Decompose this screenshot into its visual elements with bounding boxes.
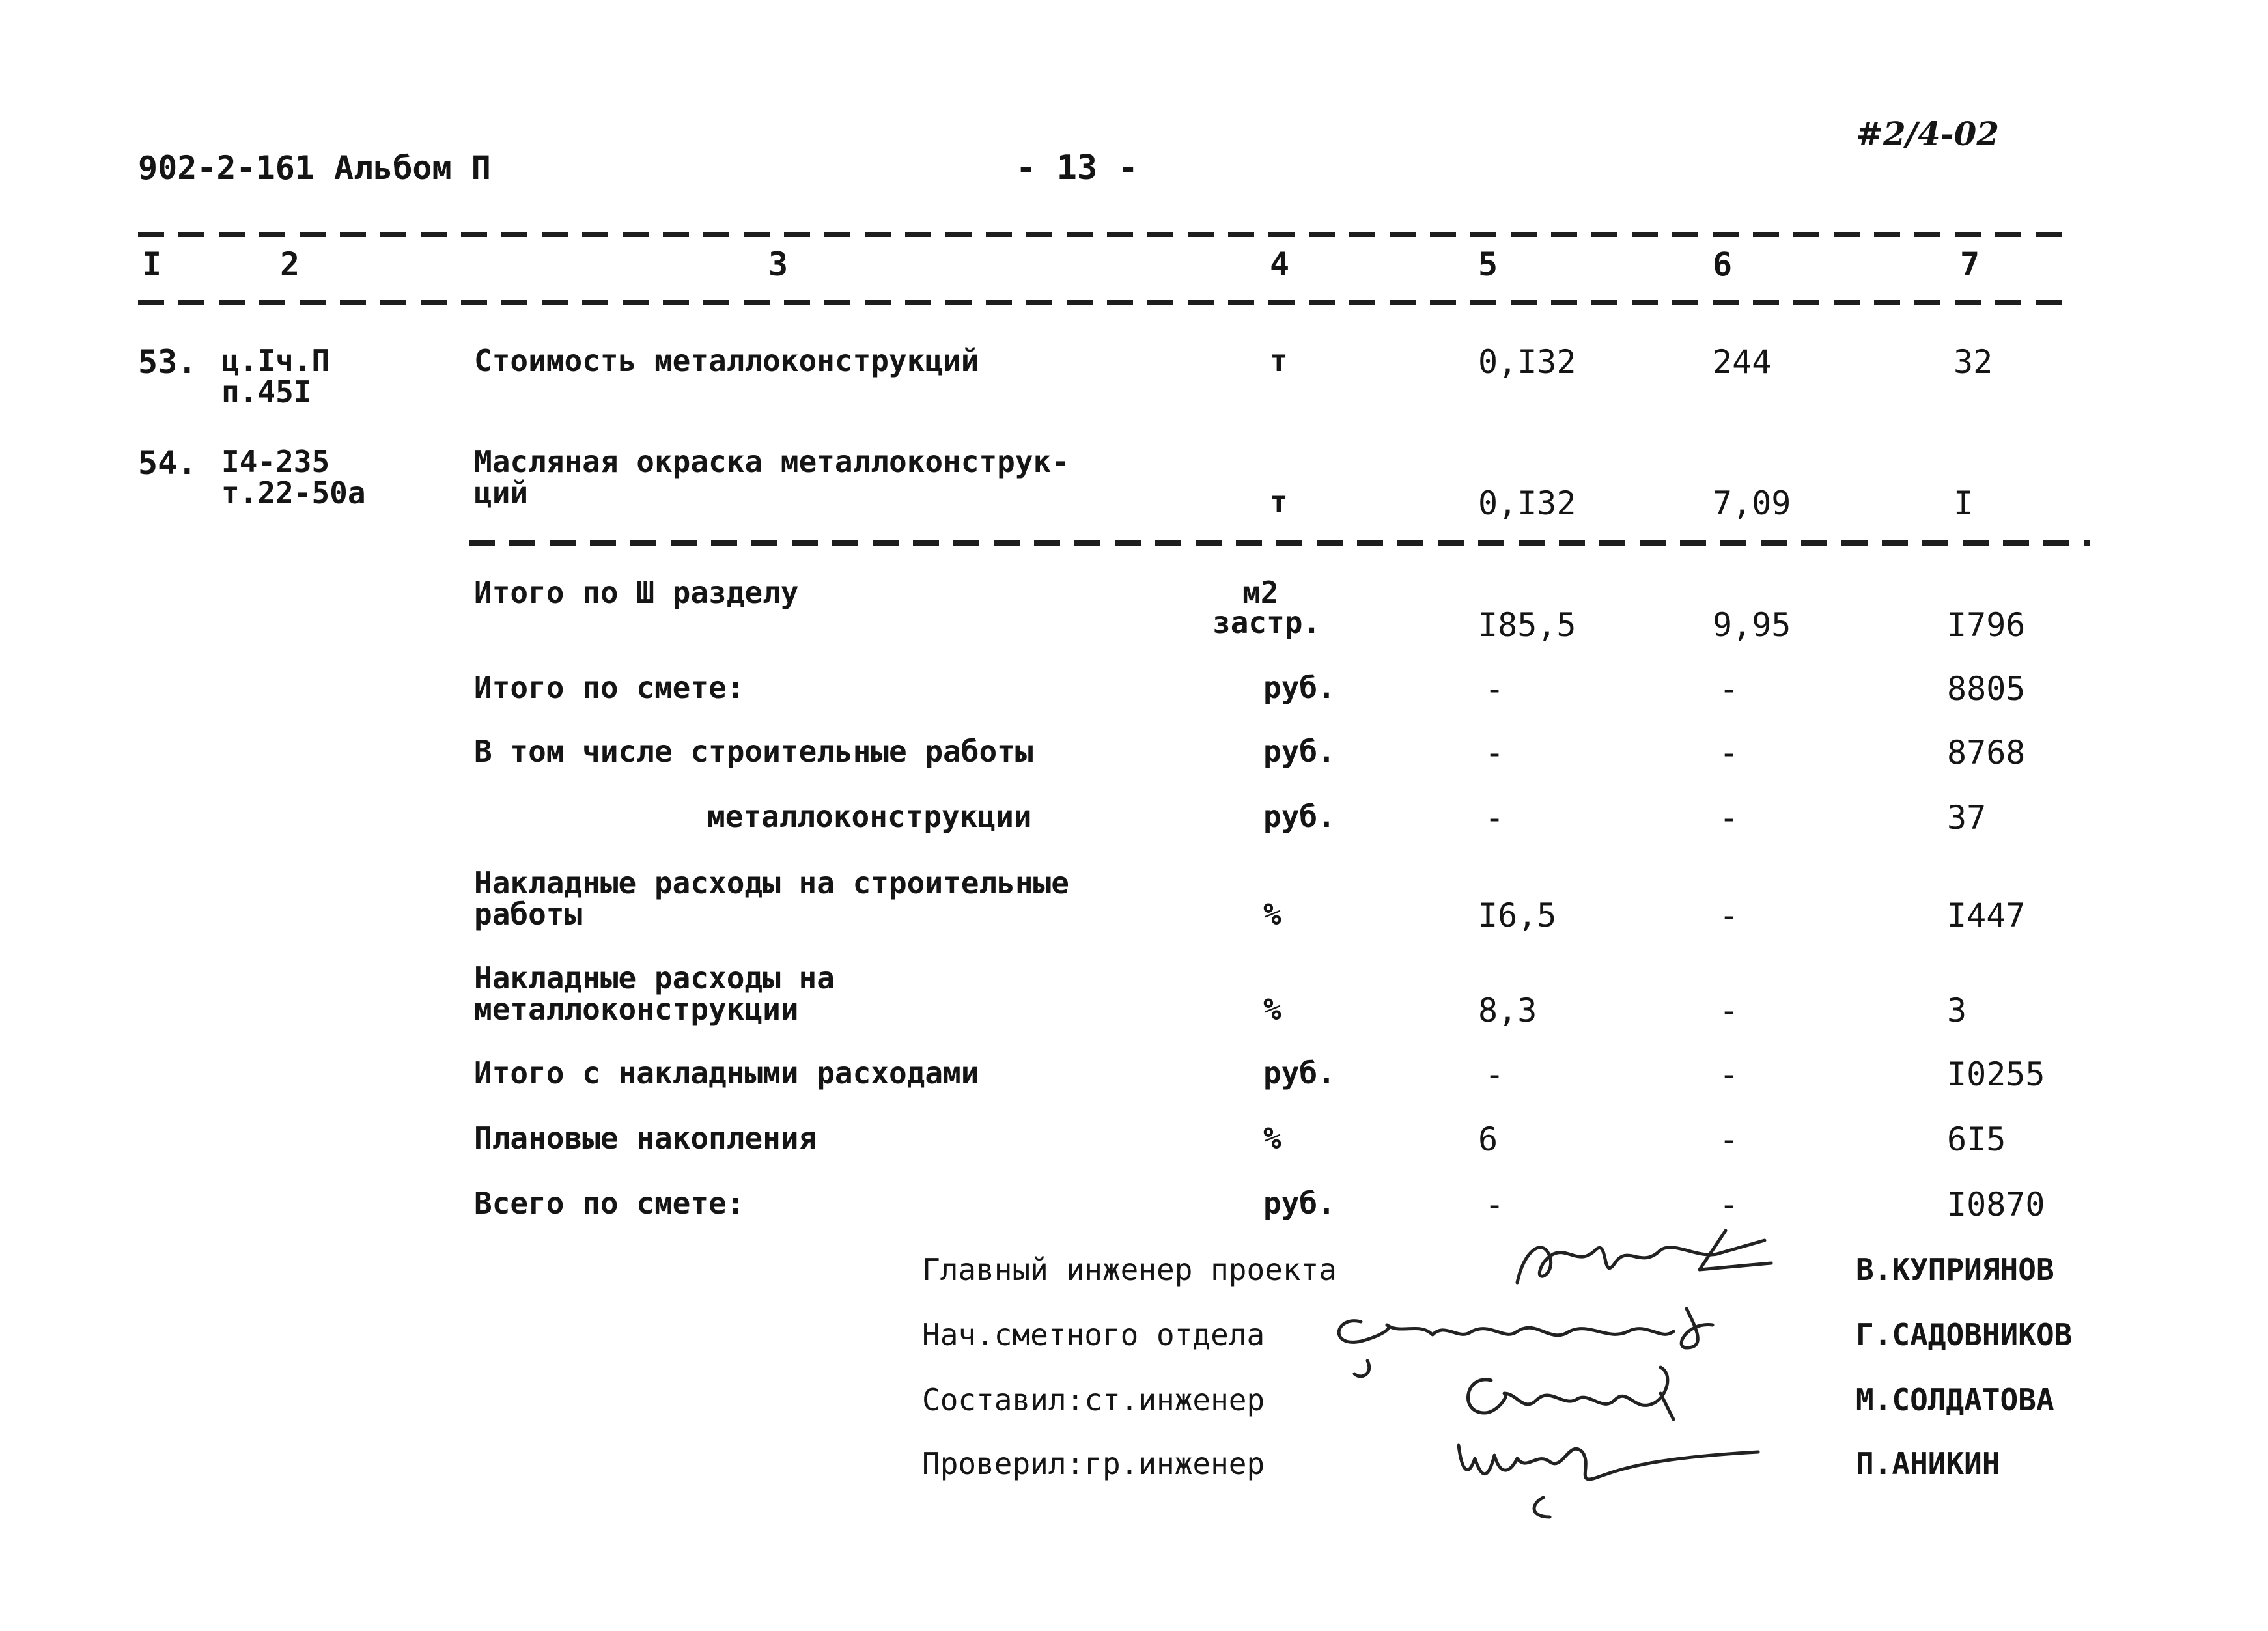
summary-quantity: - [1485,734,1505,772]
signature-name: М.СОЛДАТОВА [1856,1382,2054,1417]
summary-label: металлоконструкции [474,992,799,1027]
summary-label: Плановые накопления [474,1121,817,1156]
summary-price: - [1719,670,1739,708]
summary-price: - [1719,734,1739,772]
summary-label: металлоконструкции [707,799,1032,834]
summary-quantity: - [1485,1055,1505,1093]
row-number: 53. [138,343,197,381]
page-number: - 13 - [1016,148,1138,188]
item-price: 244 [1713,343,1772,381]
summary-price: - [1719,897,1739,934]
summary-quantity: 8,3 [1478,992,1537,1029]
summary-unit: застр. [1212,605,1321,640]
summary-total: 8768 [1947,734,2026,772]
summary-total: 37 [1947,799,1987,837]
summary-label: Итого по Ш разделу [474,575,799,610]
item-total: 32 [1953,343,1993,381]
item-name: Масляная окраска металлоконструк- [474,444,1069,479]
column-header-6: 6 [1713,245,1733,283]
summary-total: 3 [1947,992,1967,1029]
column-header-rule [138,300,2072,305]
section-rule [469,540,2090,546]
summary-unit: руб. [1263,670,1336,705]
signature-role: Нач.сметного отдела [922,1317,1265,1352]
summary-unit: м2 [1242,575,1279,610]
table-top-rule [138,232,2072,237]
summary-label: Итого по смете: [474,670,745,705]
signature-anikin [1446,1426,1784,1524]
summary-total: I796 [1947,606,2026,644]
item-price: 7,09 [1713,484,1791,522]
summary-quantity: 6 [1478,1121,1498,1158]
summary-total: I0255 [1947,1055,2045,1093]
signature-role: Проверил:гр.инженер [922,1446,1265,1481]
column-header-7: 7 [1960,245,1980,283]
summary-label: Всего по смете: [474,1186,745,1221]
summary-unit: руб. [1263,1055,1336,1091]
summary-label: работы [474,897,583,932]
summary-total: I0870 [1947,1186,2045,1223]
summary-price: - [1719,1055,1739,1093]
summary-price: - [1719,1121,1739,1158]
summary-label: В том числе строительные работы [474,734,1033,769]
handwritten-mark: #2/4-02 [1856,115,2000,153]
row-number: 54. [138,444,197,482]
summary-total: 6I5 [1947,1121,2006,1158]
summary-price: - [1719,1186,1739,1223]
norm-reference: п.45I [221,374,312,410]
signature-role: Главный инженер проекта [922,1252,1337,1287]
norm-reference: ц.Iч.П [221,343,330,378]
document-code: 902-2-161 Альбом П [138,149,491,187]
column-header-1: I [142,245,162,283]
summary-label: Итого с накладными расходами [474,1055,979,1091]
summary-price: - [1719,799,1739,837]
item-quantity: 0,I32 [1478,343,1576,381]
item-quantity: 0,I32 [1478,484,1576,522]
summary-unit: руб. [1263,1186,1336,1221]
summary-unit: % [1263,992,1281,1027]
column-header-3: 3 [768,245,789,283]
summary-label: Накладные расходы на строительные [474,865,1069,900]
column-header-2: 2 [280,245,300,283]
summary-quantity: - [1485,670,1505,708]
item-name: Стоимость металлоконструкций [474,343,979,378]
summary-label: Накладные расходы на [474,960,835,996]
column-header-5: 5 [1478,245,1498,283]
summary-price: 9,95 [1713,606,1791,644]
summary-price: - [1719,992,1739,1029]
item-name: ций [474,475,529,510]
summary-total: I447 [1947,897,2026,934]
signature-role: Составил:ст.инженер [922,1382,1265,1417]
item-unit: т [1270,484,1288,520]
item-unit: т [1270,343,1288,378]
summary-unit: % [1263,897,1281,932]
norm-reference: I4-235 [221,444,330,479]
signature-name: В.КУПРИЯНОВ [1856,1252,2054,1287]
summary-quantity: I85,5 [1478,606,1576,644]
summary-unit: % [1263,1121,1281,1156]
column-header-4: 4 [1270,245,1290,283]
summary-quantity: - [1485,1186,1505,1223]
item-total: I [1953,484,1974,522]
signature-name: П.АНИКИН [1856,1446,2000,1481]
summary-unit: руб. [1263,799,1336,834]
signature-kupriyanov [1504,1224,1778,1296]
summary-quantity: - [1485,799,1505,837]
summary-unit: руб. [1263,734,1336,769]
summary-total: 8805 [1947,670,2026,708]
signature-name: Г.САДОВНИКОВ [1856,1317,2073,1352]
norm-reference: т.22-50а [221,475,366,510]
summary-quantity: I6,5 [1478,897,1557,934]
signature-soldatova [1452,1354,1700,1432]
